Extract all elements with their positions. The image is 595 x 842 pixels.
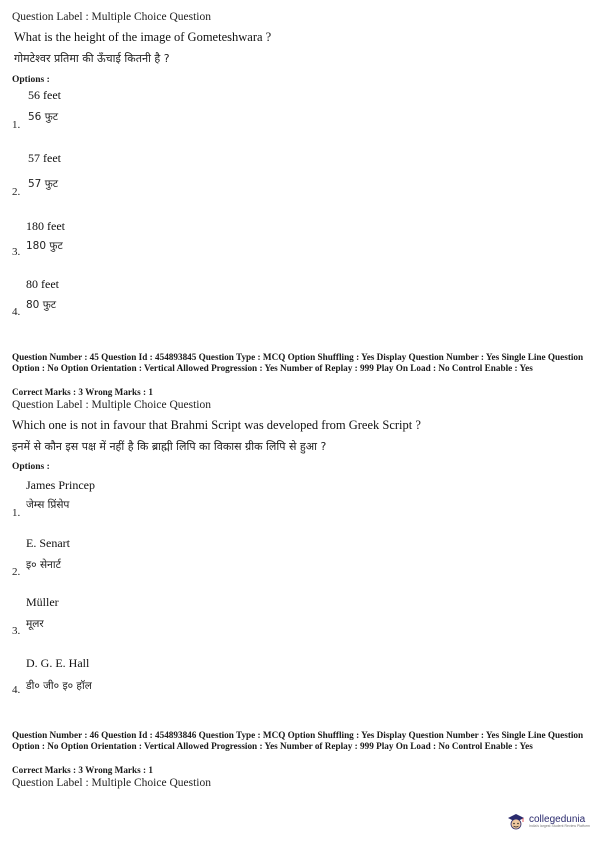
logo-tagline: India's largest Student Review Platform [529,824,590,828]
q44-options-heading: Options : [12,75,50,85]
q44-option-2-hi: 57 फुट [28,178,59,190]
q44-label: Question Label : Multiple Choice Question [12,11,211,23]
q44-option-4-en: 80 feet [26,277,59,291]
q45-meta: Question Number : 45 Question Id : 454893845 Question Type : MCQ Option Shuffling : Yes Display Question Number : Yes Single Line Question Option : No Option Orientation : Vertical Allowed Progression : Yes Number of Replay : 999 Play On Load : No Control Enable : Yes [12,352,584,373]
q44-option-3-number: 3. [12,246,21,258]
q45-option-4-hi: डी० जी० इ० हॉल [26,680,92,692]
q45-label: Question Label : Multiple Choice Question [12,399,211,411]
q45-option-2-number: 2. [12,566,21,578]
q45-marks: Correct Marks : 3 Wrong Marks : 1 [12,387,153,397]
q45-option-1-hi: जेम्स प्रिंसेप [26,499,70,511]
logo-text: collegedunia [529,814,586,825]
q45-options-heading: Options : [12,462,50,472]
q44-question-en: What is the height of the image of Gometeshwara ? [14,30,272,44]
q44-option-2-en: 57 feet [28,151,61,165]
graduate-mascot-icon [506,812,526,832]
q44-option-3-hi: 180 फुट [26,240,63,252]
q44-option-1-hi: 56 फुट [28,111,59,123]
q46-meta: Question Number : 46 Question Id : 454893846 Question Type : MCQ Option Shuffling : Yes Display Question Number : Yes Single Line Question Option : No Option Orientation : Vertical Allowed Progression : Yes Number of Replay : 999 Play On Load : No Control Enable : Yes [12,730,584,751]
q44-option-3-en: 180 feet [26,219,65,233]
q44-option-1-number: 1. [12,119,21,131]
logo-wordmark [529,815,590,829]
q44-option-4-number: 4. [12,306,21,318]
q45-option-1-en: James Princep [26,478,95,492]
q46-label: Question Label : Multiple Choice Question [12,777,211,789]
q45-option-1-number: 1. [12,507,21,519]
q46-marks: Correct Marks : 3 Wrong Marks : 1 [12,765,153,775]
q45-question-en: Which one is not in favour that Brahmi Script was developed from Greek Script ? [12,418,421,432]
q45-option-3-number: 3. [12,625,21,637]
q45-option-3-en: Müller [26,595,59,609]
q45-option-2-hi: इ० सेनार्ट [26,559,61,571]
q44-question-hi: गोमटेश्वर प्रतिमा की ऊँचाई कितनी है ? [14,52,170,65]
q45-option-3-hi: मूलर [26,618,44,630]
q45-question-hi: इनमें से कौन इस पक्ष में नहीं है कि ब्राह्मी लिपि का विकास ग्रीक लिपि से हुआ ? [12,440,327,453]
q45-option-4-number: 4. [12,684,21,696]
q44-option-4-hi: 80 फुट [26,299,57,311]
q45-option-4-en: D. G. E. Hall [26,656,90,670]
collegedunia-logo [506,812,590,832]
q45-option-2-en: E. Senart [26,536,70,550]
q44-option-2-number: 2. [12,186,21,198]
q44-option-1-en: 56 feet [28,88,61,102]
